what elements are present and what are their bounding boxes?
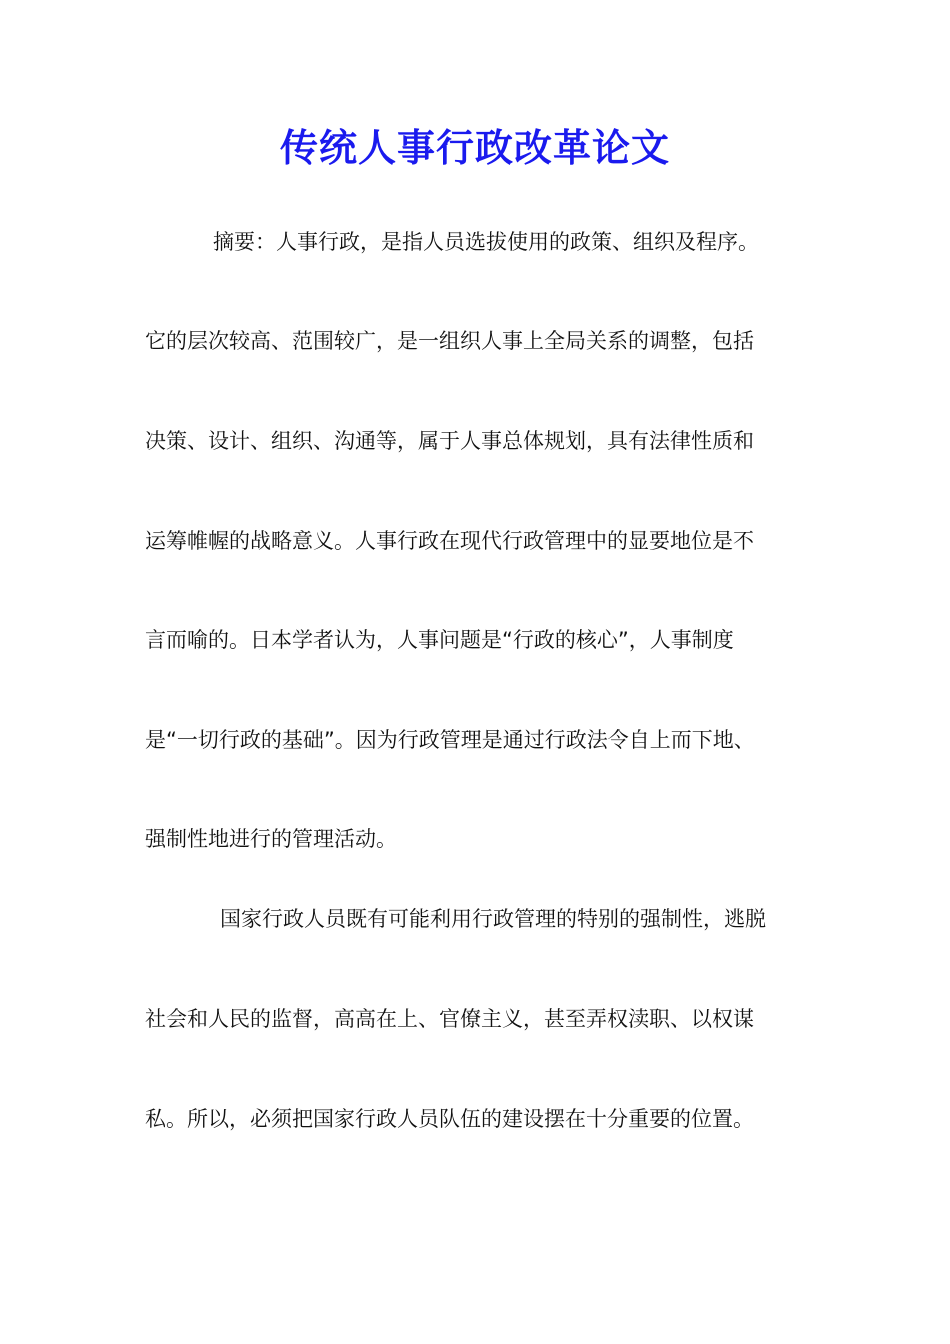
paragraph-1-line-2: 它的层次较高、范围较广，是一组织人事上全局关系的调整，包括 [145, 329, 754, 353]
paragraph-1-line-6: 是“一切行政的基础”。因为行政管理是通过行政法令自上而下地、 [145, 728, 755, 752]
document-title: 传统人事行政改革论文 [279, 125, 670, 170]
paragraph-1-line-1: 摘要：人事行政，是指人员选拔使用的政策、组织及程序。 [213, 230, 759, 254]
paragraph-2-line-3: 私。所以，必须把国家行政人员队伍的建设摆在十分重要的位置。 [145, 1107, 754, 1131]
paragraph-1-line-5: 言而喻的。日本学者认为，人事问题是“行政的核心”，人事制度 [145, 628, 734, 652]
paragraph-1-line-4: 运筹帷幄的战略意义。人事行政在现代行政管理中的显要地位是不 [145, 529, 754, 553]
paragraph-2-line-1: 国家行政人员既有可能利用行政管理的特别的强制性，逃脱 [220, 907, 766, 931]
paragraph-2-line-2: 社会和人民的监督，高高在上、官僚主义，甚至弄权渎职、以权谋 [145, 1007, 754, 1031]
paragraph-1-line-7: 强制性地进行的管理活动。 [145, 827, 397, 851]
paragraph-1-line-3: 决策、设计、组织、沟通等，属于人事总体规划，具有法律性质和 [145, 429, 754, 453]
